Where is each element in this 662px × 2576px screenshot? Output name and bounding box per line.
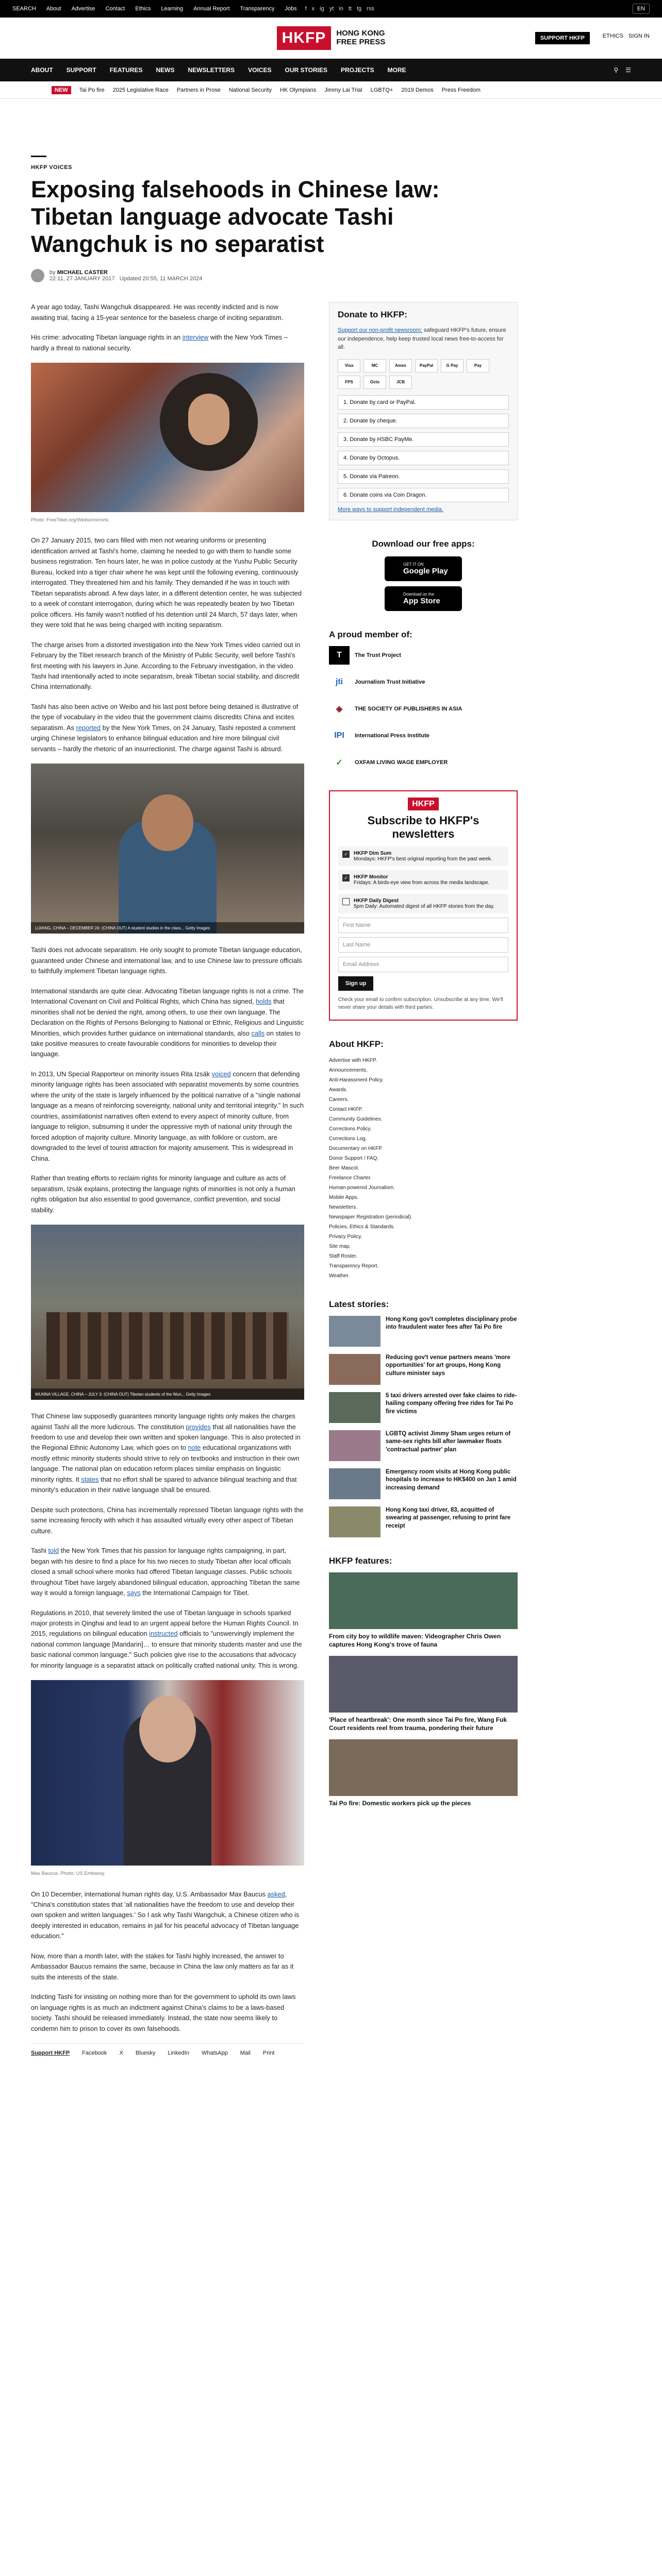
trending-item[interactable]: Tai Po fire — [79, 87, 105, 93]
calls-link[interactable]: calls — [251, 1029, 265, 1037]
annual-report-link[interactable]: Annual Report — [193, 6, 230, 12]
about-link[interactable]: Corrections Log. — [329, 1136, 367, 1142]
story-title[interactable]: Hong Kong gov't completes disciplinary probe into fraudulent water fees after Tai Po fire — [386, 1316, 517, 1331]
nav-support[interactable]: SUPPORT — [66, 66, 96, 74]
octopus-icon: Octo — [363, 376, 386, 389]
signup-button[interactable]: Sign up — [338, 976, 373, 991]
youtube-icon[interactable]: yt — [329, 6, 334, 12]
newsletter-box — [329, 790, 518, 1021]
donate-option[interactable]: 1. Donate by card or PayPal. — [338, 395, 509, 410]
contact-link[interactable]: Contact — [105, 6, 125, 12]
share-support[interactable]: Support HKFP — [31, 2050, 70, 2057]
learning-link[interactable]: Learning — [161, 6, 184, 12]
share-whatsapp[interactable]: WhatsApp — [201, 2050, 228, 2057]
features-section — [329, 1556, 518, 1808]
jcb-icon: JCB — [389, 376, 412, 389]
paragraph: That Chinese law supposedly guarantees minority language rights only makes the charges against Tashi all the more ludicrous. The constitution provides that all nationalities have the freedom to use and develop their own written and spoken language. This is also protected in the Regional Ethnic Autonomy Law, which goes on to note educational organizations with mostly ethnic minority students should strive to rely on textbooks and instruction in their own language. The national plan on education reform places similar emphasis on linguistic minority rights. It states that no effort shall be spared to advance bilingual teaching and that minority's education in their native language shall be ensured. — [31, 1412, 301, 1494]
main-nav — [0, 59, 662, 81]
paragraph: His crime: advocating Tibetan language rights in an interview with the New York Times – hardly a threat to national security. — [31, 333, 288, 352]
tibetan-students-photo — [31, 1225, 304, 1400]
sopa-logo[interactable]: ◈ THE SOCIETY OF PUBLISHERS IN ASIA — [329, 700, 518, 718]
article-kicker[interactable]: HKFP VOICES — [31, 156, 631, 171]
story-title[interactable]: Emergency room visits at Hong Kong public hospitals to increase to HK$400 on Jan 1 amid increasing demand — [386, 1468, 517, 1491]
logo-line1: HONG KONG — [336, 29, 385, 38]
apps-section — [329, 539, 518, 611]
getty-caption: LIJIANG, CHINA – DECEMBER 24: (CHINA OUT) A student studies in the class... Getty Images — [31, 922, 304, 934]
nav-about[interactable]: ABOUT — [31, 66, 53, 74]
share-linkedin[interactable]: LinkedIn — [168, 2050, 189, 2057]
newsletter-option[interactable]: HKFP Daily Digest 5pm Daily: Automated digest of all HKFP stories from the day. — [338, 894, 508, 913]
hkfp-logo[interactable] — [277, 26, 386, 50]
paragraph: Tashi does not advocate separatism. He only sought to promote Tibetan language education, guaranteed under Chinese and international law, and to use Chinese law to pressure officials to faithfully implement Tibetan language rights. — [31, 946, 302, 975]
article-body — [31, 302, 304, 2063]
nav-voices[interactable]: VOICES — [248, 66, 272, 74]
story-thumbnail[interactable] — [329, 1316, 380, 1347]
newsletter-option[interactable]: ✓ HKFP Dim Sum Mondays: HKFP's best original reporting from the past week. — [338, 846, 508, 866]
paragraph: International standards are quite clear. Advocating Tibetan language rights is not a crime. The International Covenant on Civil and Political Rights, which China has signed, holds that minorities shall not be denied the right, among others, to use their own language. The Declaration on the Rights of Persons Belonging to National or Ethnic, Religious and Linguistic Minorities, which provides further guidance on international standards, also calls on states to take positive measures to create favourable conditions for minorities to develop their language. — [31, 987, 304, 1058]
paragraph: The charge arises from a distorted investigation into the New York Times video carried out in February by the Tibet research branch of the Ministry of Public Security, well before Tashi's first meeting with his lawyers in June. According to the February investigation, in the video Tashi had intentionally acted to incite separatism, break Tibetan social stability, and discredit China internationally. — [31, 640, 301, 691]
member-title: A proud member of: — [329, 629, 412, 639]
paragraph: Rather than treating efforts to reclaim rights for minority language and culture as acts of separatism, Izsák explains, protecting the language rights of minorities is not only a human rights obligation but also essential to good governance, conflict prevention, and social stability. — [31, 1174, 295, 1214]
latest-story[interactable] — [329, 1316, 518, 1347]
story-thumbnail[interactable] — [329, 1468, 380, 1499]
about-link[interactable]: Freelance Charter. — [329, 1175, 372, 1181]
holds-link[interactable]: holds — [256, 997, 272, 1006]
about-link[interactable]: Advertise with HKFP. — [329, 1057, 377, 1063]
trust-project-logo[interactable]: T The Trust Project — [329, 646, 518, 665]
about-link[interactable]: Community Guidelines. — [329, 1116, 383, 1122]
about-link[interactable]: Newsletters. — [329, 1204, 358, 1210]
google-play-button[interactable]: GET IT ON Google Play — [385, 556, 462, 581]
last-name-field[interactable]: Last Name — [338, 937, 508, 953]
newsletter-option[interactable]: ✓ HKFP Monitor Fridays: A birds-eye view from across the media landscape. — [338, 870, 508, 890]
about-link[interactable]: About — [46, 6, 61, 12]
menu-icon[interactable]: ☰ — [625, 66, 631, 74]
nav-projects[interactable]: PROJECTS — [340, 66, 374, 74]
publish-date: 22:11, 27 JANUARY 2017 — [49, 276, 115, 282]
features-title: HKFP features: — [329, 1555, 392, 1566]
payment-methods — [338, 359, 509, 389]
about-section — [329, 1039, 518, 1281]
google-pay-icon: G Pay — [441, 359, 464, 372]
story-thumbnail[interactable] — [329, 1506, 380, 1537]
new-badge: NEW — [52, 86, 71, 94]
donate-option[interactable]: 3. Donate by HSBC PayMe. — [338, 432, 509, 447]
feature-image[interactable] — [329, 1656, 518, 1713]
logo-box: HKFP — [277, 26, 332, 50]
feature-title[interactable]: 'Place of heartbreak': One month since Tai Po fire, Wang Fuk Court residents reel from trauma, pondering their future — [329, 1716, 507, 1732]
feature-title[interactable]: Tai Po fire: Domestic workers pick up the pieces — [329, 1800, 471, 1807]
site-header — [0, 18, 662, 59]
photo-caption: Photo: FreeTibet.org/Weibo/mirrorlv. — [31, 517, 110, 523]
share-bar — [31, 2043, 304, 2063]
about-list — [329, 1056, 518, 1281]
photo-caption: Max Baucus. Photo: US Embassy. — [31, 1871, 106, 1877]
about-link[interactable]: Site map. — [329, 1243, 351, 1249]
checkbox-checked[interactable]: ✓ — [342, 874, 350, 882]
provides-link[interactable]: provides — [186, 1422, 211, 1431]
language-selector[interactable]: EN — [633, 4, 650, 14]
paragraph: Tashi has also been active on Weibo and his last post before being detained is illustrative of the type of vocabulary in the video that the government claims discredits China and incites separatism. As reported by the New York Times, on 24 January, Tashi reposted a comment urging Chinese legislators to enhance bilingual education and hire more bilingual civil servants – hardly the rhetoric of an insurrectionist. The charge against Tashi is absurd. — [31, 702, 299, 753]
about-link[interactable]: Transparency Report. — [329, 1263, 379, 1269]
oxfam-logo[interactable]: ✓ OXFAM LIVING WAGE EMPLOYER — [329, 753, 518, 772]
author-avatar — [31, 269, 44, 282]
about-link[interactable]: Announcements. — [329, 1067, 368, 1073]
reported-link[interactable]: reported — [76, 723, 101, 732]
voiced-link[interactable]: voiced — [211, 1070, 231, 1078]
note-link[interactable]: note — [188, 1444, 201, 1452]
logo-line2: FREE PRESS — [336, 37, 386, 46]
jti-logo[interactable]: jti Journalism Trust Initiative — [329, 673, 518, 691]
fps-icon: FPS — [338, 376, 360, 389]
app-store-button[interactable]: Download on the App Store — [385, 586, 462, 611]
trending-item[interactable]: 2019 Demos — [401, 87, 434, 93]
first-name-field[interactable]: First Name — [338, 918, 508, 933]
about-link[interactable]: Careers. — [329, 1096, 349, 1103]
portrait-inset — [160, 373, 258, 471]
share-print[interactable]: Print — [262, 2050, 275, 2057]
interview-link[interactable]: interview — [182, 333, 209, 342]
about-link[interactable]: Donor Support / FAQ. — [329, 1155, 379, 1161]
author-name[interactable]: MICHAEL CASTER — [57, 269, 108, 276]
feature-story[interactable] — [329, 1739, 518, 1807]
story-title[interactable]: Hong Kong taxi driver, 83, acquitted of swearing at passenger, refusing to print fare receipt — [386, 1506, 511, 1529]
newsletter-logo: HKFP — [408, 798, 439, 810]
paragraph: Despite such protections, China has incrementally repressed Tibetan language rights with the same increasing ferocity with which it has assaulted virtually every other aspect of Tibetan culture. — [31, 1505, 304, 1535]
about-link[interactable]: Policies, Ethics & Standards. — [329, 1224, 395, 1230]
ipi-icon: IPI — [334, 731, 344, 740]
story-title[interactable]: 5 taxi drivers arrested over fake claims to ride-hailing company offering free rides for Tai Po fire victims — [386, 1392, 517, 1415]
paragraph: In 2013, UN Special Rapporteur on minority issues Rita Izsák voiced concern that defending minority language rights has been associated with separatist movements by some countries where the unity of the state is largely influenced by the political narrative of a "single national language as a means of reinforcing sovereignty, national unity and territorial integrity." In such countries, assimilationist narratives often extend to every aspect of minority culture, from language to religion, subsuming it under the oppressive myth of national unity through the forced adoption of majority culture. Minority language, as with folklore or custom, are downgraded to the level of tourist attraction for majority amusement. This is widespread in China. — [31, 1070, 304, 1162]
search-link[interactable]: SEARCH — [12, 6, 36, 12]
paragraph: A year ago today, Tashi Wangchuk disappeared. He was recently indicted and is now awaiting trial, facing a 15-year sentence for the baseless charge of inciting separatism. — [31, 303, 284, 321]
newsletter-title: Subscribe to HKFP's newsletters — [367, 814, 479, 841]
about-link[interactable]: Awards. — [329, 1087, 347, 1093]
about-link[interactable]: Contact HKFP. — [329, 1106, 363, 1112]
paragraph: Regulations in 2010, that severely limited the use of Tibetan language in schools sparked major protests in Qinghai and lead to an urgent appeal before the Human Rights Council. In 2015, regulations on bilingual education instructed officials to "unswervingly implement the national common language [Mandarin]… to ensure that minority students master and use the basic national common language." Such policies give rise to the accusations that advocacy for minority language is a separatist attack on politically crafted national unity. This is wrong. — [31, 1608, 302, 1669]
nav-our-stories[interactable]: OUR STORIES — [285, 66, 327, 74]
feature-image[interactable] — [329, 1572, 518, 1629]
email-field[interactable]: Email Address — [338, 957, 508, 972]
story-title[interactable]: Reducing gov't venue partners means 'more opportunities' for art groups, Hong Kong culture minister says — [386, 1354, 510, 1377]
sign-in-link[interactable]: SIGN IN — [628, 33, 650, 39]
article-title: Exposing falsehoods in Chinese law: Tibetan language advocate Tashi Wangchuk is no separatist — [31, 176, 440, 258]
latest-title: Latest stories: — [329, 1299, 389, 1309]
paragraph: Tashi told the New York Times that his passion for language rights campaigning, in part, began with his desire to find a place for his two nieces to study Tibetan after local officials closed a small school where monks had offered Tibetan language classes. Public schools throughout Tibet have largely abandoned bilingual education, approaching Tibetan the same way it would a foreign language, says the International Campaign for Tibet. — [31, 1547, 300, 1597]
about-link[interactable]: Mobile Apps. — [329, 1194, 359, 1200]
paragraph: Now, more than a month later, with the stakes for Tashi highly increased, the answer to Ambassador Baucus remains the same, because in China the law only matters as far as it suits the interests of the state. — [31, 1952, 294, 1981]
trending-item[interactable]: Partners in Prose — [176, 87, 221, 93]
about-link[interactable]: Privacy Policy. — [329, 1233, 362, 1240]
telegram-icon[interactable]: tg — [356, 6, 362, 12]
byline — [31, 269, 631, 282]
paypal-icon: PayPal — [415, 359, 438, 372]
feature-image[interactable] — [329, 1739, 518, 1796]
paragraph: On 27 January 2015, two cars filled with men not wearing uniforms or presenting identification arrived at Tashi's home, claiming he needed to go with them to handle some business registration. Ten hours later, he was in police custody at the Yushu Public Security Bureau, locked into a tiger chair where he was kept until the following evening, continuously interrogated. They threatened him and his family. They demanded if he was in touch with Tibetan separatists abroad. A few days later, in a different detention center, he was subjected to a week of constant interrogation, during which he was repeatedly beaten by two Tibetan police officers. His family wasn't notified of his detention until 24 March, 57 days later, when they were told that he was being charged with inciting separatism. — [31, 536, 302, 629]
tiktok-icon[interactable]: tt — [348, 6, 352, 12]
feature-story[interactable] — [329, 1656, 518, 1732]
max-baucus-photo — [31, 1680, 304, 1866]
nav-newsletters[interactable]: NEWSLETTERS — [188, 66, 235, 74]
amex-icon: Amex — [389, 359, 412, 372]
donate-option[interactable]: 6. Donate coins via Coin Dragon. — [338, 488, 509, 502]
paragraph: Indicting Tashi for insisting on nothing more than for the government to uphold its own laws on language rights is as much an indictment against China's claims to be a laws-based society. Tashi should be released immediately. Instead, the state now seems likely to condemn him to prison to cover its own falsehoods. — [31, 1993, 296, 2032]
apple-pay-icon: Pay — [467, 359, 489, 372]
ipi-logo[interactable]: IPI International Press Institute — [329, 726, 518, 745]
latest-story[interactable] — [329, 1506, 518, 1537]
latest-story[interactable] — [329, 1430, 518, 1461]
about-title: About HKFP: — [329, 1039, 384, 1049]
member-section — [329, 630, 518, 772]
asked-link[interactable]: asked — [267, 1890, 285, 1898]
jti-icon: jti — [335, 677, 343, 686]
mastercard-icon: MC — [363, 359, 386, 372]
linkedin-icon[interactable]: in — [339, 6, 343, 12]
instagram-icon[interactable]: ig — [320, 6, 324, 12]
told-link[interactable]: told — [48, 1547, 59, 1555]
oxfam-icon: ✓ — [336, 758, 343, 767]
instructed-link[interactable]: instructed — [149, 1630, 178, 1638]
tashi-portrait-photo — [31, 363, 304, 512]
jobs-link[interactable]: Jobs — [285, 6, 297, 12]
donate-box — [329, 302, 518, 520]
trending-item[interactable]: National Security — [228, 87, 272, 93]
paragraph: On 10 December, international human rights day, U.S. Ambassador Max Baucus asked, "China's constitution states that 'all nationalities have the freedom to use and develop their own spoken and written languages.' So I ask why Tashi Wangchuk, a Chinese citizen who is deeply interested in education, remains in jail for his peaceful advocacy of Tibetan language education." — [31, 1890, 300, 1940]
sopa-icon: ◈ — [336, 704, 343, 714]
about-link[interactable]: Newspaper Registration (periodical). — [329, 1214, 412, 1220]
share-facebook[interactable]: Facebook — [82, 2050, 107, 2057]
top-bar — [0, 0, 662, 18]
ethics-header-link[interactable]: ETHICS — [602, 33, 624, 39]
donate-option[interactable]: 5. Donate via Patreon. — [338, 469, 509, 484]
support-hkfp-button[interactable]: SUPPORT HKFP — [535, 32, 590, 44]
facebook-icon[interactable]: f — [305, 6, 307, 12]
story-thumbnail[interactable] — [329, 1430, 380, 1461]
trending-item[interactable]: LGBTQ+ — [370, 87, 393, 93]
trending-item[interactable]: Jimmy Lai Trial — [324, 87, 362, 93]
states-link[interactable]: states — [81, 1475, 99, 1483]
advertise-link[interactable]: Advertise — [71, 6, 95, 12]
checkbox-checked[interactable]: ✓ — [342, 851, 350, 858]
more-ways-link[interactable]: More ways to support independent media. — [338, 506, 443, 513]
feature-story[interactable] — [329, 1572, 518, 1649]
trust-project-icon: T — [329, 646, 350, 665]
latest-story[interactable] — [329, 1392, 518, 1423]
visa-icon: Visa — [338, 359, 360, 372]
byline-label: by — [49, 269, 56, 276]
trending-item[interactable]: Press Freedom — [441, 87, 481, 93]
students-class-photo — [31, 764, 304, 934]
apps-title: Download our free apps: — [372, 538, 475, 549]
about-link[interactable]: Beer Mascot. — [329, 1165, 359, 1171]
share-bluesky[interactable]: Bluesky — [135, 2050, 156, 2057]
ethics-link[interactable]: Ethics — [135, 6, 151, 12]
feature-title[interactable]: From city boy to wildlife maven: Videographer Chris Owen captures Hong Kong's trove of fauna — [329, 1632, 501, 1648]
sidebar — [329, 302, 518, 2063]
share-mail[interactable]: Mail — [240, 2050, 251, 2057]
transparency-link[interactable]: Transparency — [240, 6, 275, 12]
getty-caption: WUNNA VILLAGE, CHINA – JULY 3: (CHINA OUT) Tibetan students of the Wun... Getty Images — [31, 1388, 304, 1400]
about-link[interactable]: Human-powered Journalism. — [329, 1184, 395, 1191]
donate-option[interactable]: 4. Donate by Octopus. — [338, 451, 509, 465]
rss-icon[interactable]: rss — [367, 6, 374, 12]
about-link[interactable]: Weather. — [329, 1273, 350, 1279]
trending-bar — [0, 81, 662, 99]
trending-item[interactable]: 2025 Legislative Race — [112, 87, 169, 93]
subscribe-note: Check your email to confirm subscription. Unsubscribe at any time. We'll never share your details with third parties. — [338, 996, 503, 1010]
donate-title: Donate to HKFP: — [338, 310, 408, 320]
nav-more[interactable]: MORE — [387, 66, 406, 74]
share-x[interactable]: X — [119, 2050, 123, 2057]
checkbox-unchecked[interactable] — [342, 898, 350, 905]
story-title[interactable]: LGBTQ activist Jimmy Sham urges return of same-sex rights bill after lawmaker floats 'contractual partner' plan — [386, 1430, 511, 1453]
says-link[interactable]: says — [127, 1589, 141, 1597]
nav-news[interactable]: NEWS — [156, 66, 175, 74]
latest-story[interactable] — [329, 1468, 518, 1499]
nav-features[interactable]: FEATURES — [109, 66, 143, 74]
x-icon[interactable]: x — [311, 6, 315, 12]
about-link[interactable]: Documentary on HKFP. — [329, 1145, 383, 1151]
search-icon[interactable]: ⚲ — [614, 66, 619, 74]
latest-story[interactable] — [329, 1354, 518, 1385]
donate-option[interactable]: 2. Donate by cheque. — [338, 414, 509, 428]
story-thumbnail[interactable] — [329, 1392, 380, 1423]
about-link[interactable]: Anti-Harassment Policy. — [329, 1077, 384, 1083]
donate-intro: Support our non-profit newsroom: safeguard HKFP's future, ensure our independence, help keep trusted local news free-to-access for all. — [338, 327, 506, 351]
trending-item[interactable]: HK Olympians — [279, 87, 317, 93]
updated-date: Updated 20:55, 11 MARCH 2024 — [119, 276, 203, 282]
latest-section — [329, 1299, 518, 1537]
about-link[interactable]: Corrections Policy. — [329, 1126, 372, 1132]
story-thumbnail[interactable] — [329, 1354, 380, 1385]
about-link[interactable]: Staff Roster. — [329, 1253, 357, 1259]
